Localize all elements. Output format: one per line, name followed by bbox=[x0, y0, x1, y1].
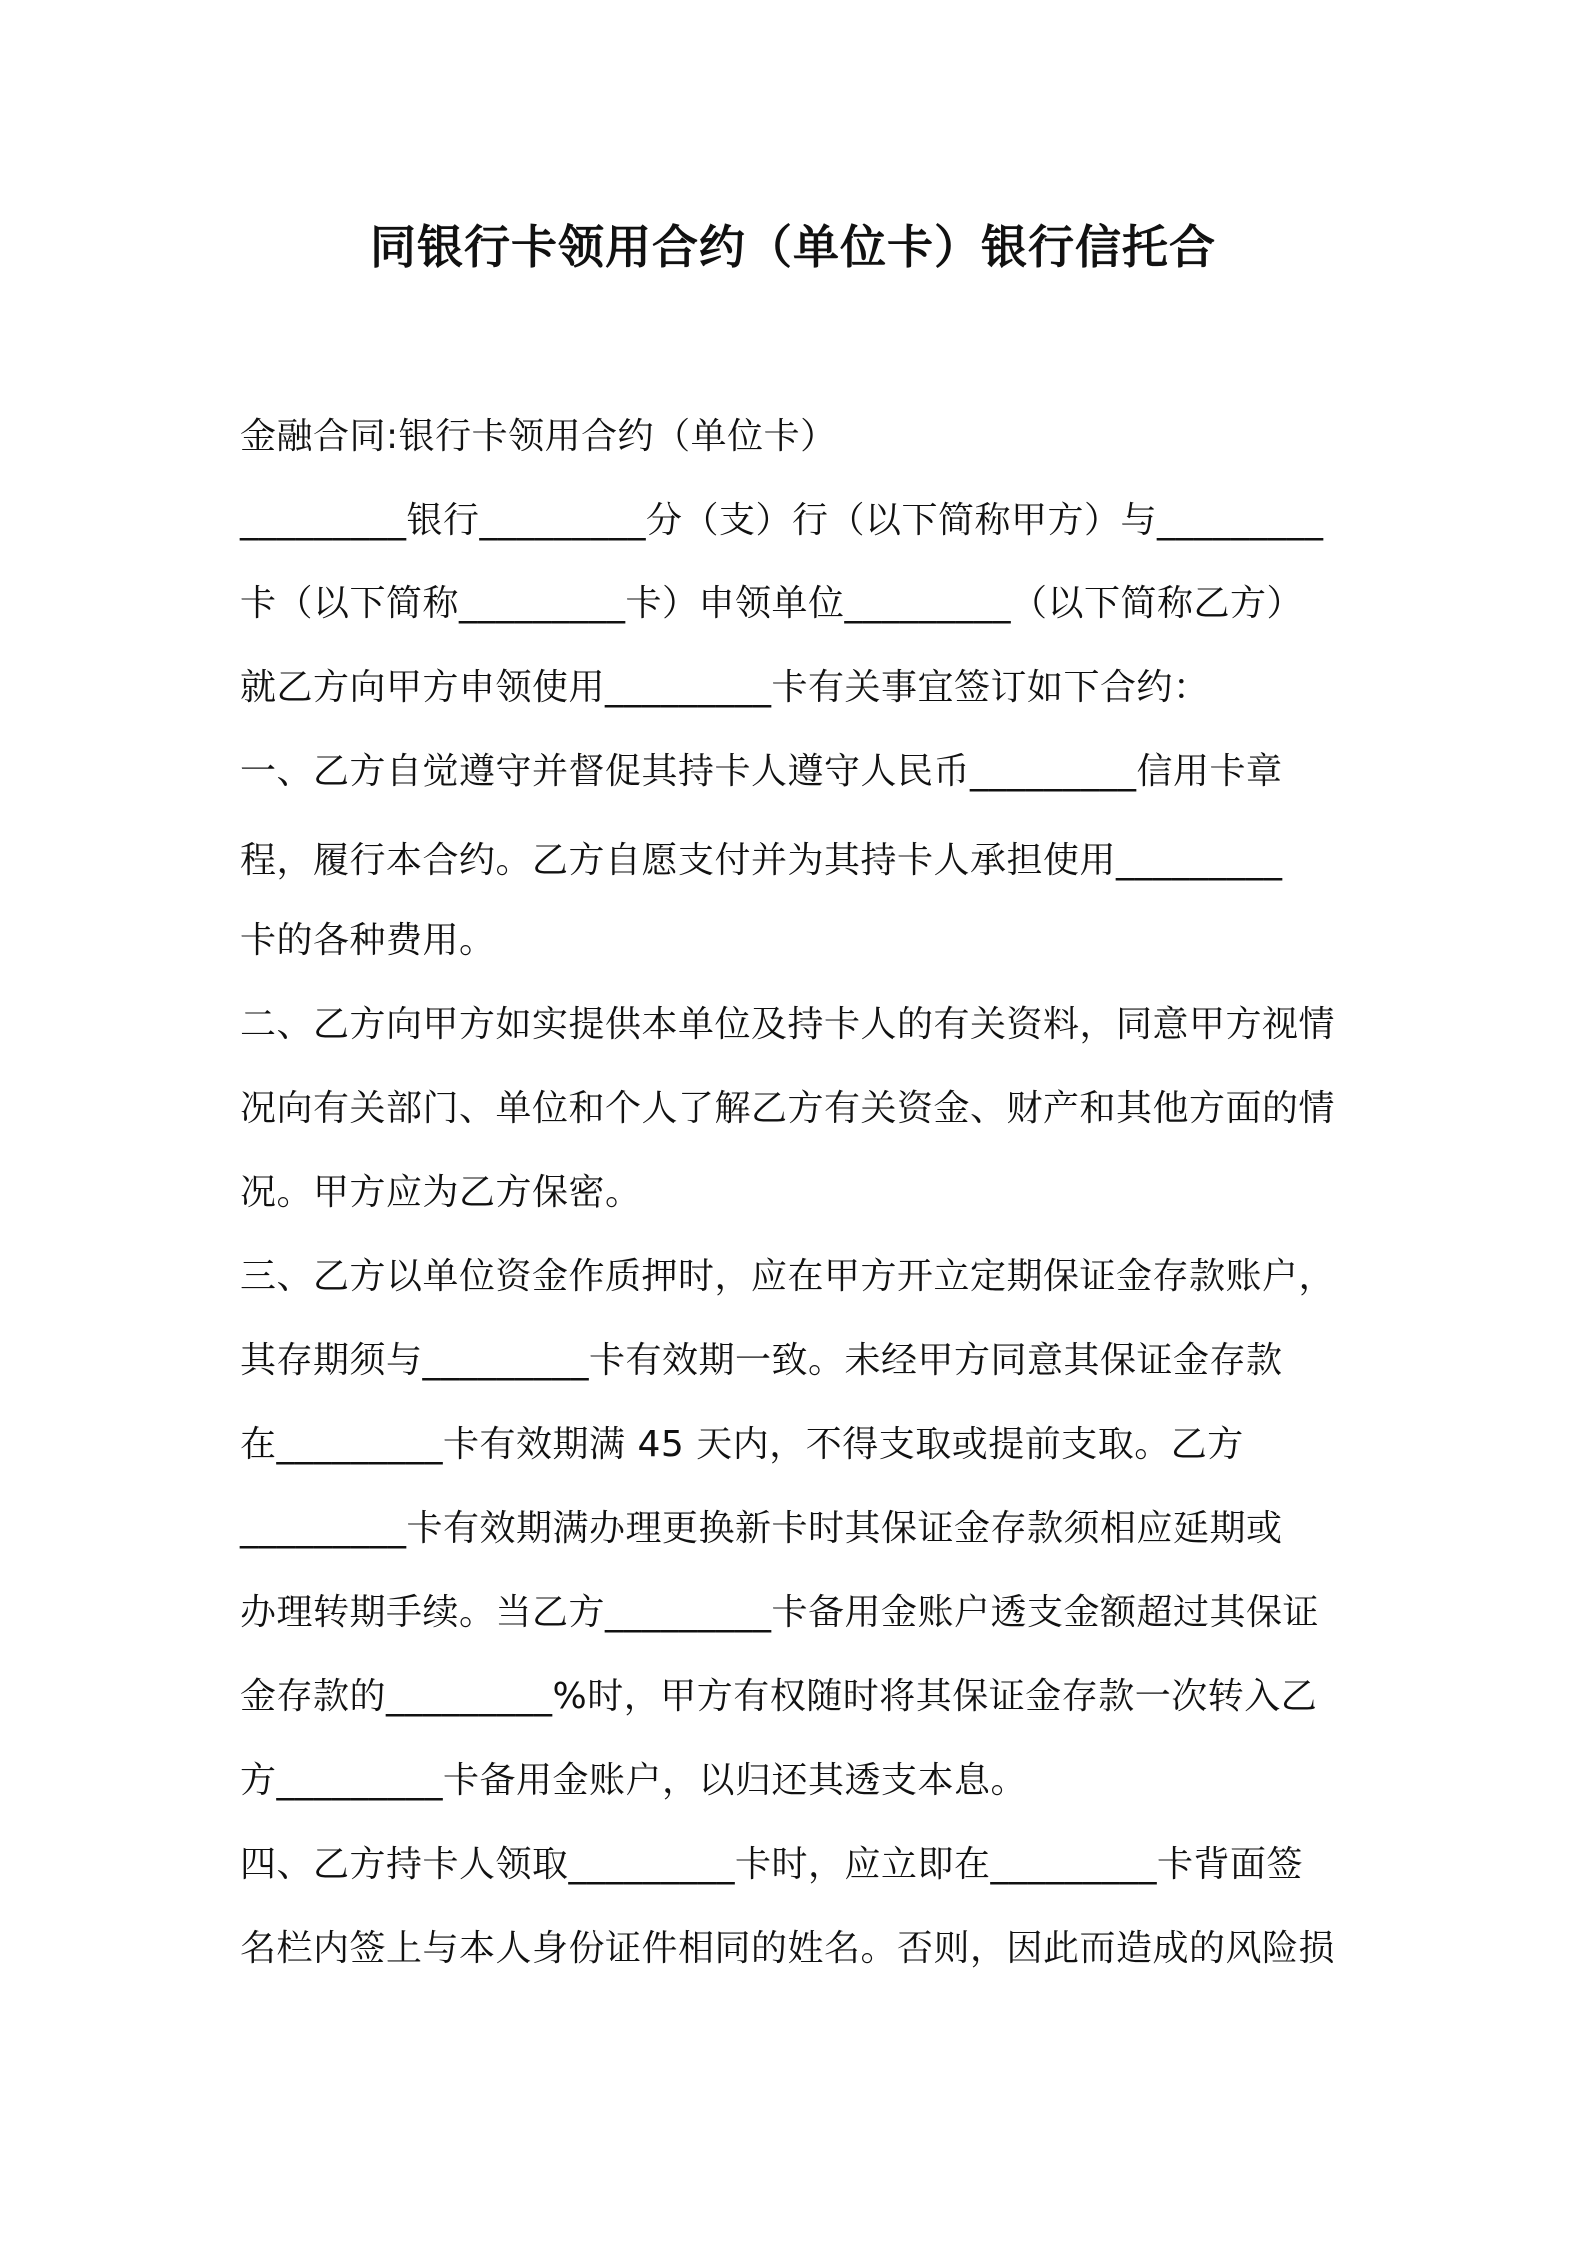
clause-2-line: 况。甲方应为乙方保密。 bbox=[240, 1172, 642, 1213]
clause-3-line: 办理转期手续。当乙方_________卡备用金账户透支金额超过其保证 bbox=[240, 1592, 1320, 1633]
clause-2-line: 二、乙方向甲方如实提供本单位及持卡人的有关资料，同意甲方视情 bbox=[240, 1004, 1336, 1045]
body-line: 就乙方向甲方申领使用_________卡有关事宜签订如下合约： bbox=[240, 667, 1210, 708]
clause-3-line: 方_________卡备用金账户，以归还其透支本息。 bbox=[240, 1760, 1028, 1801]
clause-3-line: 在_________卡有效期满 45 天内，不得支取或提前支取。乙方 bbox=[240, 1424, 1244, 1465]
body-line: 卡（以下简称_________卡）申领单位_________（以下简称乙方） bbox=[240, 583, 1304, 624]
clause-1-line: 程，履行本合约。乙方自愿支付并为其持卡人承担使用_________ bbox=[240, 840, 1283, 881]
contract-subtitle: 金融合同:银行卡领用合约（单位卡） bbox=[240, 416, 837, 457]
clause-3-line: _________卡有效期满办理更换新卡时其保证金存款须相应延期或 bbox=[240, 1508, 1283, 1549]
clause-4-line: 名栏内签上与本人身份证件相同的姓名。否则，因此而造成的风险损 bbox=[240, 1928, 1336, 1969]
clause-1-line: 卡的各种费用。 bbox=[240, 920, 496, 961]
clause-3-line: 其存期须与_________卡有效期一致。未经甲方同意其保证金存款 bbox=[240, 1340, 1283, 1381]
clause-3-line: 三、乙方以单位资金作质押时，应在甲方开立定期保证金存款账户， bbox=[240, 1256, 1336, 1297]
clause-1-line: 一、乙方自觉遵守并督促其持卡人遵守人民币_________信用卡章 bbox=[240, 751, 1283, 792]
body-line: _________银行_________分（支）行（以下简称甲方）与_________ bbox=[240, 500, 1324, 541]
clause-4-line: 四、乙方持卡人领取_________卡时，应立即在_________卡背面签 bbox=[240, 1844, 1304, 1885]
clause-3-line: 金存款的_________%时，甲方有权随时将其保证金存款一次转入乙 bbox=[240, 1676, 1318, 1717]
clause-2-line: 况向有关部门、单位和个人了解乙方有关资金、财产和其他方面的情 bbox=[240, 1088, 1336, 1129]
document-title: 同银行卡领用合约（单位卡）银行信托合 bbox=[370, 220, 1216, 274]
